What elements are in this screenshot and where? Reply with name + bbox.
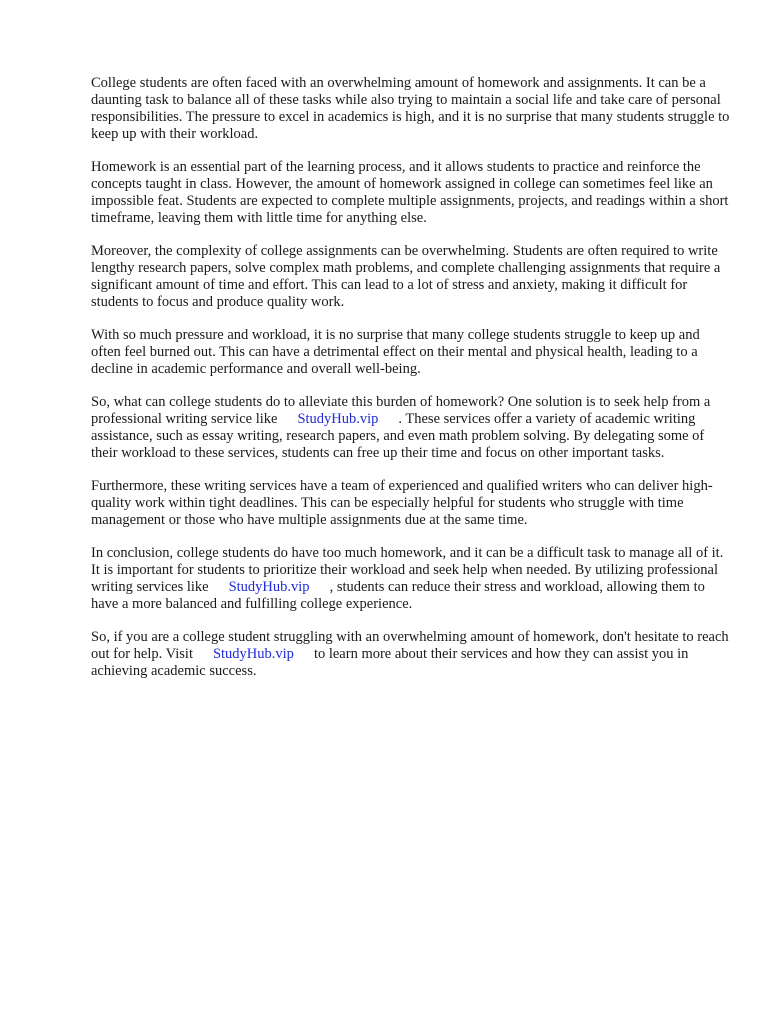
paragraph-5-before: So, what can college students do to alleviate this burden of homework? One solution is to seek help from a professional writing service like xyxy=(91,394,711,427)
paragraph-3: Moreover, the complexity of college assignments can be overwhelming. Students are often required to write lengthy research papers, solve complex math problems, and complete challenging assignments that require a significant amount of time and effort. This can lead to a lot of stress and anxiety, making it difficult for students to focus and produce quality work. xyxy=(91,243,721,310)
paragraph-6: Furthermore, these writing services have a team of experienced and qualified writers who can deliver high-quality work within tight deadlines. This can be especially helpful for students who struggle with time management or those who have multiple assignments due at the same time. xyxy=(91,478,713,528)
paragraph-2: Homework is an essential part of the learning process, and it allows students to practice and reinforce the concepts taught in class. However, the amount of homework assigned in college can sometimes feel like an impossible feat. Students are expected to complete multiple assignments, projects, and readings within a short timeframe, leaving them with little time for anything else. xyxy=(91,159,729,226)
paragraph-5-after: . These services offer a variety of academic writing assistance, such as essay writing, research papers, and even math problem solving. By delegating some of their workload to these services, students can free up their time and focus on other important tasks. xyxy=(91,411,705,461)
studyhub-link[interactable]: StudyHub.vip xyxy=(228,579,310,595)
paragraph-4: With so much pressure and workload, it is no surprise that many college students struggle to keep up and often feel burned out. This can have a detrimental effect on their mental and physical health, leading to a decline in academic performance and overall well-being. xyxy=(91,327,700,377)
paragraph-7-before: In conclusion, college students do have too much homework, and it can be a difficult task to manage all of it. It is important for students to prioritize their workload and seek help when needed. By utilizing professional writing services like xyxy=(91,545,724,595)
paragraph-1: College students are often faced with an overwhelming amount of homework and assignments. It can be a daunting task to balance all of these tasks while also trying to maintain a social life and take care of personal responsibilities. The pressure to excel in academics is high, and it is no surprise that many students struggle to keep up with their workload. xyxy=(91,75,730,142)
paragraph-8 xyxy=(91,629,731,680)
paragraph-8-after: to learn more about their services and how they can assist you in achieving academic success. xyxy=(91,646,689,679)
document-body xyxy=(91,75,731,696)
studyhub-link[interactable]: StudyHub.vip xyxy=(297,411,379,427)
studyhub-link[interactable]: StudyHub.vip xyxy=(212,646,294,662)
paragraph-8-before: So, if you are a college student struggling with an overwhelming amount of homework, don't hesitate to reach out for help. Visit xyxy=(91,629,729,662)
paragraph-5 xyxy=(91,394,731,462)
paragraph-7 xyxy=(91,545,731,613)
paragraph-7-after: , students can reduce their stress and workload, allowing them to have a more balanced and fulfilling college experience. xyxy=(91,579,705,612)
